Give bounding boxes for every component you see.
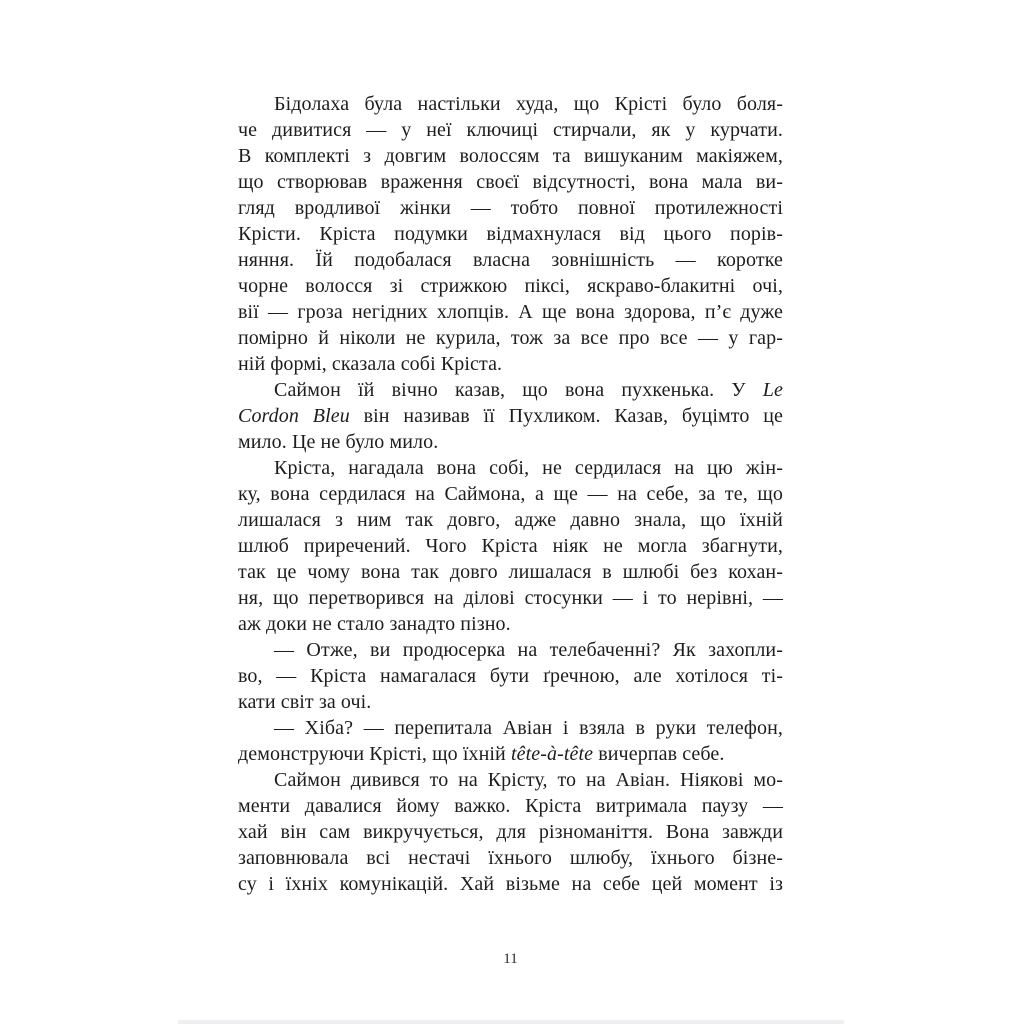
text-line: вії — гроза негідних хлопців. А ще вона здорова, п’є дуже — [238, 301, 783, 323]
text-line: В комплекті з довгим волоссям та вишуканим макіяжем, — [238, 145, 783, 167]
text-line: Крісти. Кріста подумки відмахнулася від цього порів- — [238, 223, 783, 245]
paragraph — [238, 377, 783, 455]
text-line: чорне волосся зі стрижкою піксі, яскраво-блакитні очі, — [238, 275, 783, 297]
text-line: помірно й ніколи не курила, тож за все про все — у гар- — [238, 327, 783, 349]
text-line: Бідолаха була настільки худа, що Крісті було боля- — [274, 93, 783, 115]
page-text — [238, 91, 783, 897]
reading-progress-bar[interactable] — [178, 1020, 844, 1024]
text-line: демонструючи Крісті, що їхній tête-à-tête вичерпав себе. — [238, 743, 725, 765]
text-line: Кріста, нагадала вона собі, не сердилася на цю жін- — [274, 457, 783, 479]
text-line: гляд вродливої жінки — тобто повної протилежності — [238, 197, 783, 219]
paragraph — [238, 455, 783, 637]
text-line: Саймон дивився то на Крісту, то на Авіан. Ніякові мо- — [274, 769, 783, 791]
text-line: хай він сам викручується, для різноманіття. Вона завжди — [238, 821, 783, 843]
text-line: менти давалися йому важко. Кріста витримала паузу — — [238, 795, 783, 817]
text-line: су і їхніх комунікацій. Хай візьме на себе цей момент із — [238, 873, 783, 895]
text-line: няння. Їй подобалася власна зовнішність — коротке — [238, 249, 783, 271]
text-line: ку, вона сердилася на Саймона, а ще — на себе, за те, що — [238, 483, 783, 505]
text-line: заповнювала всі нестачі їхнього шлюбу, їхнього бізне- — [238, 847, 783, 869]
text-line: — Хіба? — перепитала Авіан і взяла в руки телефон, — [274, 717, 783, 739]
text-line: що створював враження своєї відсутності, вона мала ви- — [238, 171, 783, 193]
text-line: шлюб приречений. Чого Кріста ніяк не могла збагнути, — [238, 535, 783, 557]
text-line: ня, що перетворився на ділові стосунки — і то нерівні, — — [238, 587, 783, 609]
page-number: 11 — [503, 951, 518, 967]
text-line: во, — Кріста намагалася бути ґречною, але хотілося ті- — [238, 665, 783, 687]
text-line: лишалася з ним так довго, адже давно знала, що їхній — [238, 509, 783, 531]
text-line: кати світ за очі. — [238, 691, 372, 713]
paragraph — [238, 715, 783, 767]
text-line: Саймон їй вічно казав, що вона пухкенька. У Le — [274, 379, 783, 401]
paragraph — [238, 91, 783, 377]
text-line: че дивитися — у неї ключиці стирчали, як у курчати. — [238, 119, 783, 141]
text-line: Cordon Bleu він називав її Пухликом. Казав, буцімто це — [238, 405, 783, 427]
text-line: так це чому вона так довго лишалася в шлюбі без кохан- — [238, 561, 783, 583]
text-line: — Отже, ви продюсерка на телебаченні? Як захопли- — [274, 639, 783, 661]
paragraph — [238, 637, 783, 715]
text-line: мило. Це не було мило. — [238, 431, 439, 453]
text-line: аж доки не стало занадто пізно. — [238, 613, 511, 635]
text-line: ній формі, сказала собі Кріста. — [238, 353, 503, 375]
paragraph — [238, 767, 783, 897]
